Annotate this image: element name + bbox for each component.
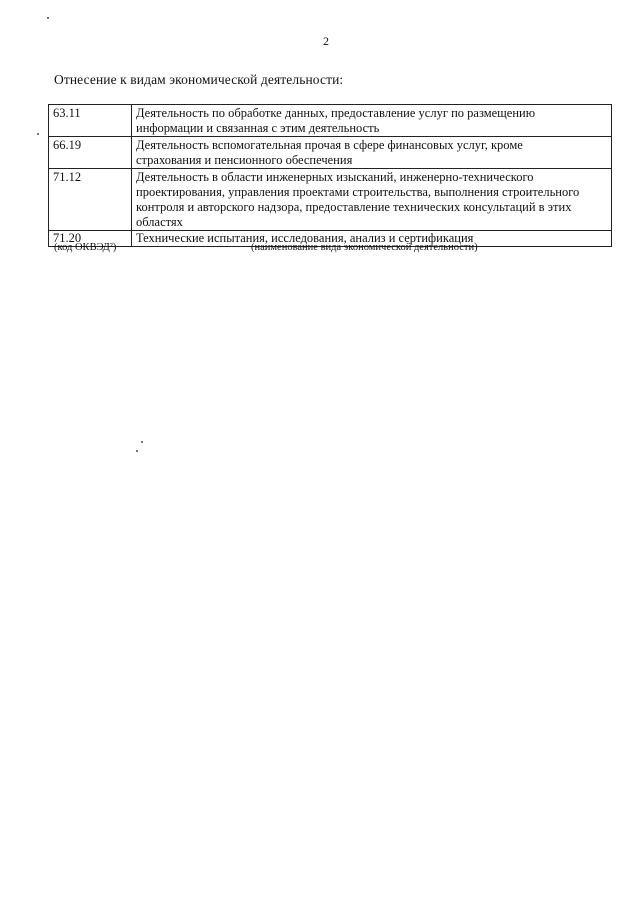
code-caption: (код ОКВЭД²) <box>54 242 117 253</box>
scan-speck <box>136 450 138 452</box>
okved-code: 66.19 <box>49 137 132 169</box>
description-line: областях <box>136 215 183 229</box>
okved-code: 71.20 <box>49 231 132 247</box>
description-line: Деятельность в области инженерных изысканий, инженерно-технического <box>136 170 534 184</box>
okved-code: 71.12 <box>49 169 132 231</box>
table-row <box>49 137 612 169</box>
description-line: страхования и пенсионного обеспечения <box>136 153 353 167</box>
description-line: проектирования, управления проектами строительства, выполнения строительного <box>136 185 580 199</box>
okved-code: 63.11 <box>49 105 132 137</box>
description-line: Деятельность вспомогательная прочая в сфере финансовых услуг, кроме <box>136 138 523 152</box>
description-line: Технические испытания, исследования, анализ и сертификация <box>136 231 474 245</box>
description-line: Деятельность по обработке данных, предоставление услуг по размещению <box>136 106 536 120</box>
activity-description <box>132 105 612 137</box>
activity-description <box>132 137 612 169</box>
page-number: 2 <box>323 34 329 48</box>
okved-table <box>48 104 612 247</box>
name-caption: (наименование вида экономической деятельности) <box>251 242 478 253</box>
description-line: контроля и авторского надзора, предоставление технических консультаций в этих <box>136 200 572 214</box>
scan-speck <box>47 17 49 19</box>
table-row <box>49 105 612 137</box>
activity-description <box>132 169 612 231</box>
scan-speck <box>37 133 39 135</box>
table-row <box>49 169 612 231</box>
scan-speck <box>141 441 143 443</box>
section-heading: Отнесение к видам экономической деятельности: <box>54 72 344 87</box>
description-line: информации и связанная с этим деятельность <box>136 121 380 135</box>
